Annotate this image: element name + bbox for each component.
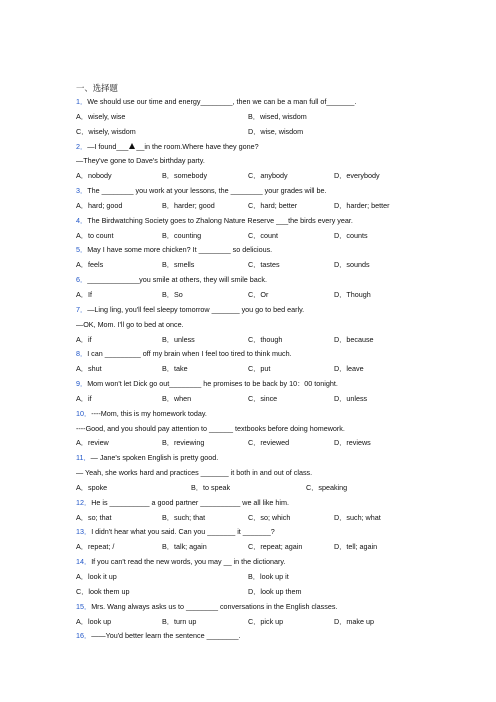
question-number: 14．	[76, 557, 92, 567]
option-a: A．shut	[76, 364, 102, 374]
options-row	[76, 439, 476, 447]
question-number: 15．	[76, 601, 92, 611]
question-subline: —They've gone to Dave's birthday party.	[76, 156, 205, 166]
question-number: 6．	[76, 275, 88, 285]
question-number: 12．	[76, 497, 92, 507]
option-a: A．hard; good	[76, 200, 123, 210]
question-8	[76, 350, 476, 358]
options-row	[76, 543, 476, 551]
option-c: C．Or	[248, 289, 269, 299]
option-b: B．talk; again	[162, 542, 207, 552]
option-c: C．look them up	[76, 586, 130, 596]
option-b: B．when	[162, 393, 192, 403]
option-d: D．wise, wisdom	[248, 126, 304, 136]
option-c: C．reviewed	[248, 438, 290, 448]
option-c: C．put	[248, 364, 271, 374]
option-c: C．since	[248, 393, 278, 403]
option-b: B．So	[162, 289, 183, 299]
option-a: A．wisely, wise	[76, 111, 126, 121]
question-number: 1．	[76, 97, 88, 106]
options-row	[76, 484, 476, 492]
question-number: 7．	[76, 304, 88, 314]
options-row	[76, 395, 476, 403]
question-9	[76, 380, 476, 388]
option-b: B．reviewing	[162, 438, 205, 448]
option-a: A．spoke	[76, 482, 108, 492]
question-text: I can _________ off my brain when I feel too tired to think much.	[87, 349, 292, 359]
question-2	[76, 143, 476, 151]
question-number: 2．	[76, 141, 88, 151]
option-c: C．hard; better	[248, 200, 298, 210]
option-a: A．if	[76, 334, 92, 344]
option-a: A．review	[76, 438, 109, 448]
question-text: The ________ you work at your lessons, the ________ your grades will be.	[87, 186, 327, 196]
question-list	[76, 83, 476, 647]
option-b: B．to speak	[191, 482, 231, 492]
question-text: __in the room.Where have they gone?	[136, 141, 259, 151]
option-a: A．nobody	[76, 171, 112, 181]
options-row	[76, 291, 476, 299]
question-subline: — Yeah, she works hard and practices _______ it both in and out of class.	[76, 468, 313, 478]
question-text: Mom won't let Dick go out________ he promises to be back by 10：00 tonight.	[87, 379, 338, 389]
option-c: C．so; which	[248, 512, 291, 522]
question-text: —I found___	[87, 141, 129, 151]
option-c: C．count	[248, 230, 278, 240]
question-4	[76, 217, 476, 225]
option-c: C．speaking	[306, 482, 348, 492]
question-text: — Jane's spoken English is pretty good.	[90, 453, 219, 463]
option-a: A．look it up	[76, 572, 117, 581]
question-text: He is __________ a good partner __________ we all like him.	[91, 497, 289, 507]
question-1	[76, 98, 476, 106]
question-subline: ----Good, and you should pay attention to ______ textbooks before doing homework.	[76, 423, 345, 433]
options-row	[76, 202, 476, 210]
option-d: D．Though	[334, 289, 371, 299]
option-c: C．though	[248, 334, 283, 344]
section-title: 一、选择题	[76, 83, 118, 93]
question-number: 10．	[76, 408, 92, 418]
option-b: B．unless	[162, 334, 195, 344]
option-b: B．somebody	[162, 171, 208, 181]
option-a: A．if	[76, 393, 92, 403]
question-number: 5．	[76, 245, 88, 255]
question-10	[76, 410, 476, 418]
option-c: C．tastes	[248, 260, 280, 270]
question-number: 11．	[76, 453, 91, 463]
question-6	[76, 276, 476, 284]
question-text: _____________you smile at others, they will smile back.	[87, 275, 267, 285]
options-row	[76, 232, 476, 240]
question-text: ——You'd better learn the sentence ________.	[91, 631, 241, 641]
options-row	[76, 514, 476, 522]
question-7	[76, 306, 476, 314]
question-13	[76, 528, 476, 536]
question-text: We should use our time and energy________, then we can be a man full of_______.	[87, 97, 357, 106]
question-subline: —OK, Mom. I'll go to bed at once.	[76, 319, 184, 329]
option-d: D．reviews	[334, 438, 371, 448]
question-number: 9．	[76, 379, 88, 389]
option-c: C．pick up	[248, 616, 284, 626]
question-text: The Birdwatching Society goes to Zhalong Nature Reserve ___the birds every year.	[87, 215, 353, 225]
question-number: 4．	[76, 215, 88, 225]
option-a: A．so; that	[76, 512, 112, 522]
question-number: 16．	[76, 631, 92, 641]
option-b: B．harder; good	[162, 200, 215, 210]
option-a: A．If	[76, 289, 92, 299]
option-d: D．make up	[334, 616, 374, 626]
option-d: D．counts	[334, 230, 368, 240]
option-a: A．to count	[76, 230, 114, 240]
question-number: 3．	[76, 186, 88, 196]
option-b: B．look up it	[248, 572, 289, 581]
option-a: A．repeat; /	[76, 542, 115, 552]
option-d: D．sounds	[334, 260, 370, 270]
option-a: A．feels	[76, 260, 104, 270]
question-15	[76, 603, 476, 611]
options-row	[76, 113, 476, 121]
question-number: 13．	[76, 527, 92, 537]
option-b: B．counting	[162, 230, 202, 240]
option-b: B．turn up	[162, 616, 197, 626]
option-b: B．take	[162, 364, 188, 374]
options-row	[76, 365, 476, 373]
option-a: A．look up	[76, 616, 112, 626]
question-11	[76, 454, 476, 462]
question-text: ----Mom, this is my homework today.	[91, 408, 207, 418]
option-d: D．tell; again	[334, 542, 378, 552]
option-d: D．look up them	[248, 586, 302, 596]
options-row	[76, 588, 476, 596]
option-d: D．unless	[334, 393, 368, 403]
question-text: May I have some more chicken? It ________ so delicious.	[87, 245, 273, 255]
option-b: B．such; that	[162, 512, 206, 522]
option-d: D．such; what	[334, 512, 381, 522]
question-3	[76, 187, 476, 195]
options-row	[76, 573, 476, 581]
option-d: D．because	[334, 334, 374, 344]
option-b: B．smells	[162, 260, 195, 270]
options-row	[76, 172, 476, 180]
question-text: If you can't read the new words, you may __ in the dictionary.	[91, 557, 286, 567]
option-d: D．everybody	[334, 171, 380, 181]
question-16	[76, 632, 476, 640]
option-c: C．anybody	[248, 171, 288, 181]
question-14	[76, 558, 476, 566]
question-text: Mrs. Wang always asks us to ________ conversations in the English classes.	[91, 601, 338, 611]
option-b: B．wised, wisdom	[248, 111, 307, 121]
options-row	[76, 261, 476, 269]
option-d: D．leave	[334, 364, 364, 374]
question-text: —Ling ling, you'll feel sleepy tomorrow _______ you go to bed early.	[87, 304, 305, 314]
options-row	[76, 128, 476, 136]
question-number: 8．	[76, 349, 88, 359]
question-5	[76, 246, 476, 254]
question-text: I didn't hear what you said. Can you _______ it _______?	[91, 527, 275, 537]
options-row	[76, 618, 476, 626]
question-12	[76, 499, 476, 507]
triangle-icon	[129, 143, 135, 149]
option-c: C．repeat; again	[248, 542, 303, 552]
options-row	[76, 336, 476, 344]
option-c: C．wisely, wisdom	[76, 126, 136, 136]
option-d: D．harder; better	[334, 200, 390, 210]
